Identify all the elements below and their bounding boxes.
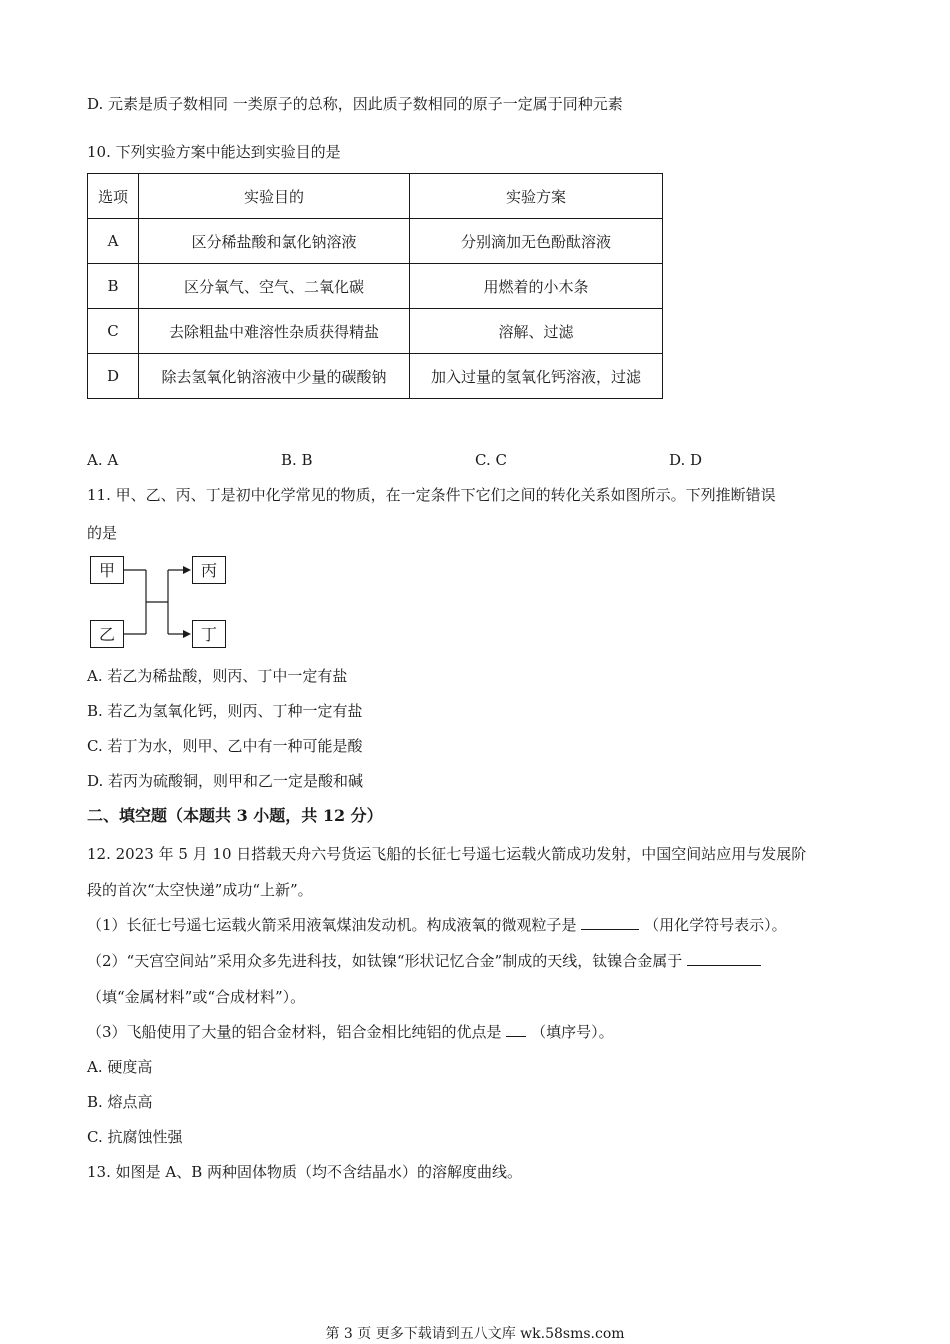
table-cell: 用燃着的小木条 [410, 264, 663, 309]
q11-option-b: B. 若乙为氢氧化钙，则丙、丁种一定有盐 [87, 702, 363, 720]
q11-option-d: D. 若丙为硫酸铜，则甲和乙一定是酸和碱 [87, 772, 364, 790]
box-bing: 丙 [192, 556, 226, 584]
q10-option-d: D. D [669, 451, 703, 469]
q12-part3 [87, 1022, 614, 1042]
q12-part2-line2: （填“金属材料”或“合成材料”）。 [87, 988, 306, 1006]
arrowhead-icon [183, 566, 191, 574]
table-cell: D [88, 354, 139, 399]
q12-option-c: C. 抗腐蚀性强 [87, 1128, 183, 1146]
q11-stem-line1: 11. 甲、乙、丙、丁是初中化学常见的物质，在一定条件下它们之间的转化关系如图所示。下列推断错误 [87, 486, 776, 504]
q12-part3-text: （3）飞船使用了大量的铝合金材料，铝合金相比纯铝的优点是 [87, 1023, 502, 1041]
q12-part2-text: （2）“天宫空间站”采用众多先进科技，如钛镍“形状记忆合金”制成的天线，钛镍合金属于 [87, 952, 683, 970]
table-cell: 溶解、过滤 [410, 309, 663, 354]
table-cell: 区分氧气、空气、二氧化碳 [139, 264, 410, 309]
q9-option-d: D. 元素是质子数相同 一类原子的总称，因此质子数相同的原子一定属于同种元素 [87, 95, 623, 113]
section-title: 二、填空题（本题共 3 小题，共 12 分） [87, 806, 383, 825]
q10-stem: 10. 下列实验方案中能达到实验目的是 [87, 143, 341, 161]
q12-part1-suffix: （用化学符号表示）。 [644, 916, 787, 934]
q13-stem: 13. 如图是 A、B 两种固体物质（均不含结晶水）的溶解度曲线。 [87, 1163, 523, 1181]
table-cell: 除去氢氧化钠溶液中少量的碳酸钠 [139, 354, 410, 399]
table-cell: 区分稀盐酸和氯化钠溶液 [139, 219, 410, 264]
page-footer: 第 3 页 更多下载请到五八文库 wk.58sms.com [325, 1326, 625, 1342]
q12-part1-text: （1）长征七号遥七运载火箭采用液氧煤油发动机。构成液氧的微观粒子是 [87, 916, 577, 934]
q12-stem-line1: 12. 2023 年 5 月 10 日搭载天舟六号货运飞船的长征七号遥七运载火箭成功发射，中国空间站应用与发展阶 [87, 845, 807, 863]
answer-blank[interactable] [687, 951, 761, 966]
table-cell: B [88, 264, 139, 309]
box-yi: 乙 [90, 620, 124, 648]
q10-option-c: C. C [475, 451, 507, 469]
q12-part2 [87, 951, 761, 971]
q11-option-c: C. 若丁为水，则甲、乙中有一种可能是酸 [87, 737, 363, 755]
q12-option-a: A. 硬度高 [87, 1058, 153, 1076]
table-header: 实验目的 [139, 174, 410, 219]
table-cell: 加入过量的氢氧化钙溶液，过滤 [410, 354, 663, 399]
q11-stem-line2: 的是 [87, 524, 118, 542]
box-ding: 丁 [192, 620, 226, 648]
answer-blank[interactable] [506, 1022, 526, 1037]
table-cell: 去除粗盐中难溶性杂质获得精盐 [139, 309, 410, 354]
q10-option-b: B. B [281, 451, 313, 469]
table-header: 实验方案 [410, 174, 663, 219]
answer-blank[interactable] [581, 915, 639, 930]
q12-stem-line2: 段的首次“太空快递”成功“上新”。 [87, 881, 313, 899]
q11-option-a: A. 若乙为稀盐酸，则丙、丁中一定有盐 [87, 667, 348, 685]
arrowhead-icon [183, 630, 191, 638]
table-cell: C [88, 309, 139, 354]
q10-option-a: A. A [87, 451, 119, 469]
q12-option-b: B. 熔点高 [87, 1093, 153, 1111]
q12-part3-suffix: （填序号）。 [531, 1023, 614, 1041]
table-header: 选项 [88, 174, 139, 219]
q12-part1 [87, 915, 787, 935]
table-cell: 分别滴加无色酚酞溶液 [410, 219, 663, 264]
box-jia: 甲 [90, 556, 124, 584]
table-cell: A [88, 219, 139, 264]
